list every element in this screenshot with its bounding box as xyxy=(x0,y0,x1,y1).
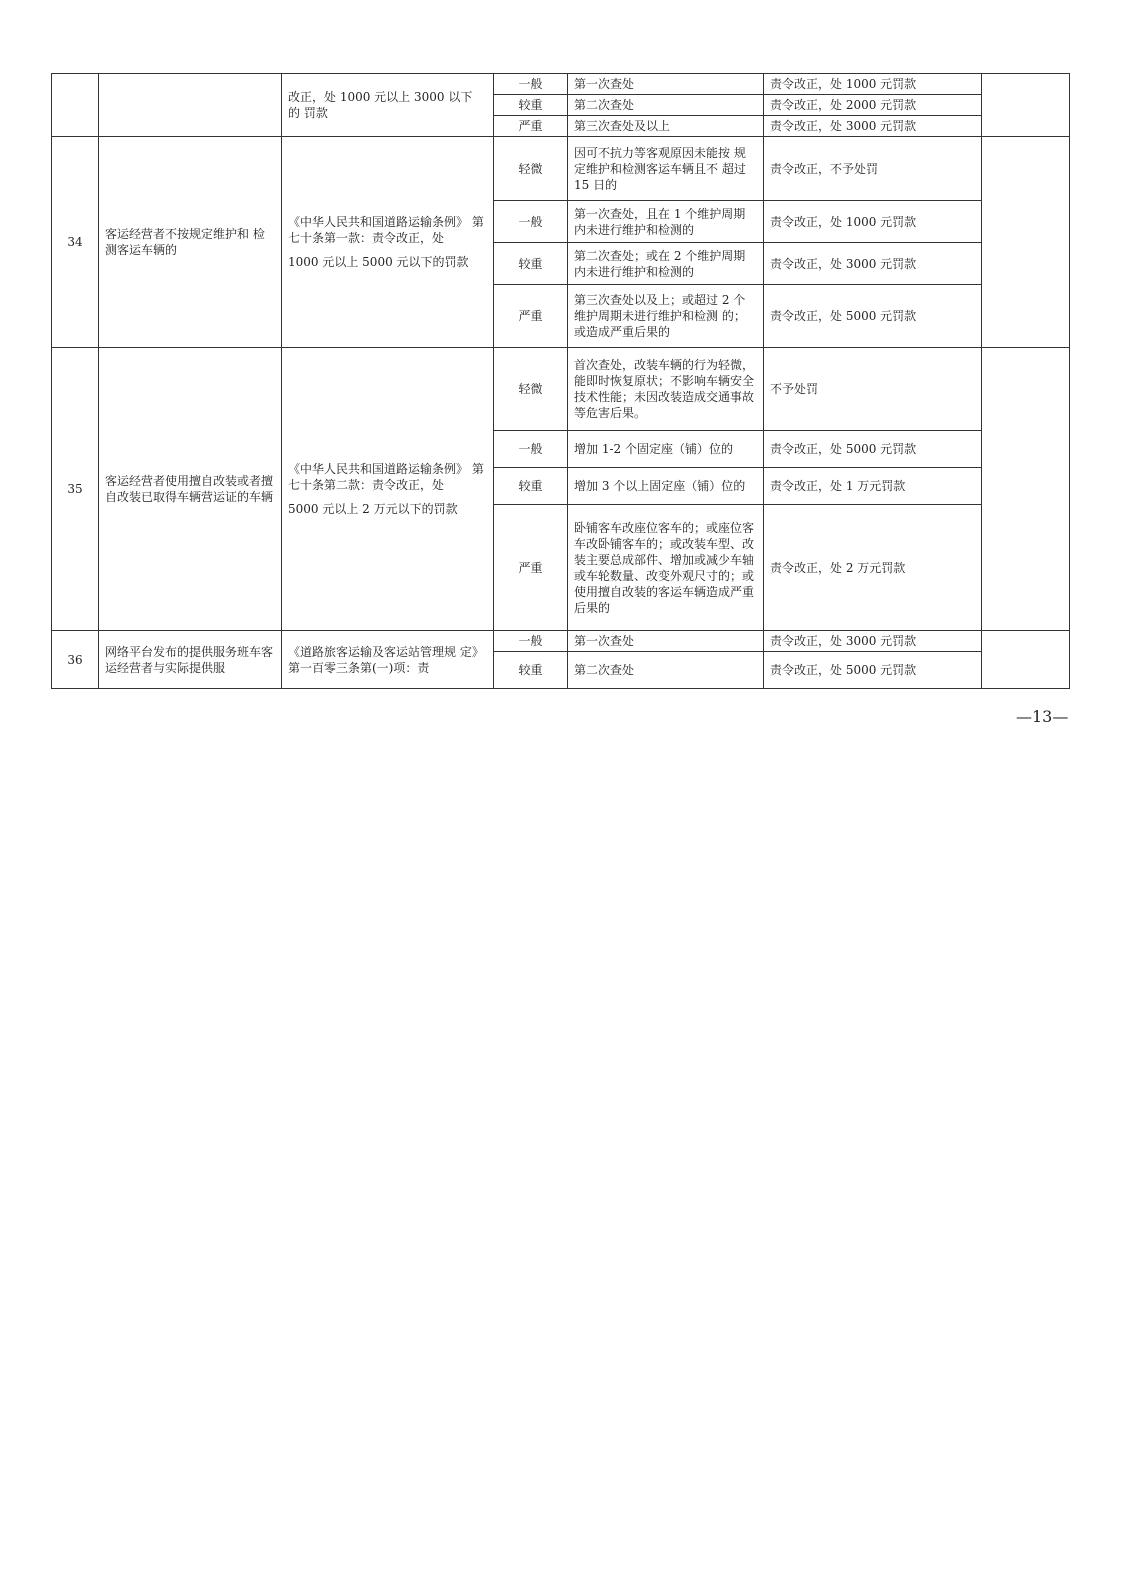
level-cell: 较重 xyxy=(494,95,568,116)
level-cell: 较重 xyxy=(494,243,568,285)
circumstance-cell: 增加 3 个以上固定座（铺）位的 xyxy=(568,468,764,505)
item-number: 35 xyxy=(52,348,99,631)
penalty-cell: 责令改正，处 3000 元罚款 xyxy=(764,116,982,137)
circumstance-cell: 第一次查处 xyxy=(568,631,764,652)
penalty-table xyxy=(51,73,1070,689)
item-number: 34 xyxy=(52,137,99,348)
penalty-cell: 责令改正，不予处罚 xyxy=(764,137,982,201)
circumstance-cell: 第一次查处，且在 1 个维护周期 内未进行维护和检测的 xyxy=(568,201,764,243)
remarks-cell xyxy=(982,74,1070,137)
remarks-cell xyxy=(982,348,1070,631)
penalty-cell: 责令改正，处 5000 元罚款 xyxy=(764,652,982,689)
violation-cell: 网络平台发布的提供服务班车客运经营者与实际提供服 xyxy=(99,631,282,689)
legal-basis-text: 《中华人民共和国道路运输条例》 第七十条第二款：责令改正，处 xyxy=(288,462,484,492)
table-row xyxy=(52,137,1070,201)
penalty-cell: 责令改正，处 1000 元罚款 xyxy=(764,201,982,243)
level-cell: 一般 xyxy=(494,431,568,468)
legal-basis-text: 《中华人民共和国道路运输条例》 第七十条第一款：责令改正，处 xyxy=(288,215,484,245)
circumstance-cell: 首次查处，改装车辆的行为轻微，能即时恢复原状；不影响车辆安全技术性能；未因改装造成交通事故等危害后果。 xyxy=(568,348,764,431)
remarks-cell xyxy=(982,631,1070,689)
level-cell: 严重 xyxy=(494,116,568,137)
circumstance-cell: 第一次查处 xyxy=(568,74,764,95)
penalty-cell: 责令改正，处 5000 元罚款 xyxy=(764,431,982,468)
legal-basis-text: 1000 元以上 5000 元以下的罚款 xyxy=(288,255,469,269)
level-cell: 一般 xyxy=(494,631,568,652)
level-cell: 轻微 xyxy=(494,348,568,431)
item-number: 36 xyxy=(52,631,99,689)
circumstance-cell: 第三次查处及以上 xyxy=(568,116,764,137)
table-row xyxy=(52,74,1070,95)
penalty-cell: 不予处罚 xyxy=(764,348,982,431)
level-cell: 轻微 xyxy=(494,137,568,201)
level-cell: 一般 xyxy=(494,201,568,243)
circumstance-cell: 因可不抗力等客观原因未能按 规定维护和检测客运车辆且不 超过 15 日的 xyxy=(568,137,764,201)
legal-basis-text: 5000 元以上 2 万元以下的罚款 xyxy=(288,502,458,516)
circumstance-cell: 卧铺客车改座位客车的；或座位客车改卧铺客车的；或改装车型、改装主要总成部件、增加或减少车轴或车轮数量、改变外观尺寸的；或使用擅自改装的客运车辆造成严重后果的 xyxy=(568,505,764,631)
number-cell xyxy=(52,74,99,137)
circumstance-cell: 第二次查处 xyxy=(568,95,764,116)
violation-cell: 客运经营者不按规定维护和 检测客运车辆的 xyxy=(99,137,282,348)
penalty-cell: 责令改正，处 1 万元罚款 xyxy=(764,468,982,505)
circumstance-cell: 第三次查处以及上；或超过 2 个维护周期未进行维护和检测 的；或造成严重后果的 xyxy=(568,285,764,348)
penalty-cell: 责令改正，处 2 万元罚款 xyxy=(764,505,982,631)
level-cell: 一般 xyxy=(494,74,568,95)
remarks-cell xyxy=(982,137,1070,348)
penalty-cell: 责令改正，处 2000 元罚款 xyxy=(764,95,982,116)
table-row xyxy=(52,631,1070,652)
violation-cell: 客运经营者使用擅自改装或者擅自改装已取得车辆营运证的车辆 xyxy=(99,348,282,631)
penalty-cell: 责令改正，处 5000 元罚款 xyxy=(764,285,982,348)
violation-cell xyxy=(99,74,282,137)
table-row xyxy=(52,348,1070,431)
penalty-cell: 责令改正，处 1000 元罚款 xyxy=(764,74,982,95)
level-cell: 严重 xyxy=(494,505,568,631)
penalty-cell: 责令改正，处 3000 元罚款 xyxy=(764,243,982,285)
page-number: —13— xyxy=(1016,707,1069,726)
penalty-cell: 责令改正，处 3000 元罚款 xyxy=(764,631,982,652)
level-cell: 严重 xyxy=(494,285,568,348)
legal-basis-cell: 《道路旅客运输及客运站管理规 定》第一百零三条第(一)项：责 xyxy=(282,631,494,689)
circumstance-cell: 第二次查处；或在 2 个维护周期 内未进行维护和检测的 xyxy=(568,243,764,285)
legal-basis-cell xyxy=(282,137,494,348)
circumstance-cell: 增加 1-2 个固定座（铺）位的 xyxy=(568,431,764,468)
legal-basis-cell: 改正，处 1000 元以上 3000 以下 的 罚款 xyxy=(282,74,494,137)
circumstance-cell: 第二次查处 xyxy=(568,652,764,689)
legal-basis-cell xyxy=(282,348,494,631)
level-cell: 较重 xyxy=(494,652,568,689)
level-cell: 较重 xyxy=(494,468,568,505)
